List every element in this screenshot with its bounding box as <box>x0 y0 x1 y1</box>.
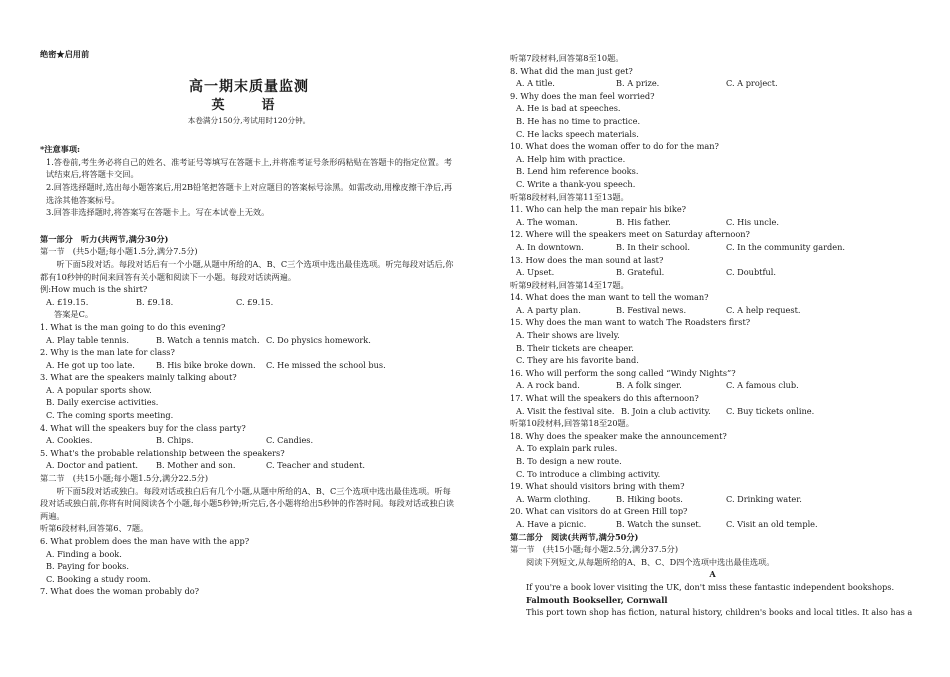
option: A. To explain park rules. <box>516 443 618 454</box>
option: B. He has no time to practice. <box>516 115 641 126</box>
option: C. They are his favorite band. <box>516 355 639 366</box>
material-7-heading: 听第7段材料,回答第8至10题。 <box>510 53 624 63</box>
right-column <box>510 0 915 619</box>
note-1: 1.答卷前,考生务必将自己的姓名、准考证号等填写在答题卡上,并将准考证号条形码粘贴在答题卡的指定位置。考试结束后,将答题卡交回。 <box>46 156 453 180</box>
option: B. Hiking boots. <box>616 493 683 504</box>
option: C. Doubtful. <box>726 267 777 278</box>
question-6: 6. What problem does the man have with the app? <box>40 536 250 546</box>
option: B. £9.18. <box>136 296 174 307</box>
option: C. Teacher and student. <box>266 460 365 471</box>
option: B. Lend him reference books. <box>516 166 639 177</box>
option: A. Their shows are lively. <box>516 330 620 341</box>
notes-title: *注意事项: <box>40 144 81 155</box>
note-3: 3.回答非选择题时,将答案写在答题卡上。写在本试卷上无效。 <box>46 207 270 218</box>
part1-heading: 第一部分 听力(共两节,满分30分) <box>40 233 169 244</box>
option: A. A title. <box>516 78 555 89</box>
option: A. Doctor and patient. <box>46 460 138 471</box>
option: A. £19.15. <box>46 296 89 307</box>
option: B. A prize. <box>616 78 660 89</box>
option: C. Candies. <box>266 435 314 446</box>
question-9: 9. Why does the man feel worried? <box>510 90 655 101</box>
option: B. Watch a tennis match. <box>156 334 260 345</box>
question-20-options <box>510 518 915 531</box>
option: C. To introduce a climbing activity. <box>516 468 661 479</box>
question-18: 18. Why does the speaker make the announcement? <box>510 430 727 441</box>
question-2: 2. Why is the man late for class? <box>40 347 175 358</box>
option: A. A popular sports show. <box>46 384 152 395</box>
option: B. Daily exercise activities. <box>46 397 159 408</box>
section1-heading: 第一节 (共5小题;每小题1.5分,满分7.5分) <box>40 246 198 257</box>
left-column <box>40 0 458 598</box>
question-11: 11. Who can help the man repair his bike? <box>510 204 687 215</box>
option: B. Paying for books. <box>46 561 129 572</box>
question-3: 3. What are the speakers mainly talking about? <box>40 372 237 383</box>
option: C. Do physics homework. <box>266 334 371 345</box>
reading-instructions: 阅读下列短文,从每题所给的A、B、C、D四个选项中选出最佳选项。 <box>526 556 775 567</box>
option: B. To design a new route. <box>516 456 622 466</box>
question-15: 15. Why does the man want to watch The Roadsters first? <box>510 317 751 328</box>
option: B. In their school. <box>616 241 691 252</box>
question-19-options <box>510 493 915 506</box>
passage-letter: A <box>709 569 716 580</box>
question-17: 17. What will the speakers do this afternoon? <box>510 393 699 404</box>
option: B. Grateful. <box>616 267 665 278</box>
question-4: 4. What will the speakers buy for the class party? <box>40 422 246 433</box>
option: A. Upset. <box>516 267 555 278</box>
option: B. His father. <box>616 216 671 227</box>
option: A. He is bad at speeches. <box>516 103 621 114</box>
option: B. Watch the sunset. <box>616 518 702 529</box>
material-10-heading: 听第10段材料,回答第18至20题。 <box>510 418 634 429</box>
option: A. He got up too late. <box>46 359 135 370</box>
question-13: 13. How does the man sound at last? <box>510 254 664 265</box>
question-5: 5. What's the probable relationship between the speakers? <box>40 447 285 458</box>
option: A. In downtown. <box>516 241 584 252</box>
option: A. Cookies. <box>46 435 93 446</box>
option: B. Mother and son. <box>156 460 236 471</box>
option: C. Drinking water. <box>726 493 802 504</box>
note-2: 2.回答选择题时,选出每小题答案后,用2B铅笔把答题卡上对应题目的答案标号涂黑。如需改动,用橡皮擦干净后,再选涂其他答案标号。 <box>46 181 453 205</box>
option: B. Chips. <box>156 435 194 446</box>
question-1: 1. What is the man going to do this evening? <box>40 321 226 332</box>
option: B. Their tickets are cheaper. <box>516 342 634 353</box>
option: C. The coming sports meeting. <box>46 410 174 421</box>
question-1-options <box>40 334 458 347</box>
section2-heading: 第二节 (共15小题;每小题1.5分,满分22.5分) <box>40 473 209 484</box>
score-note: 本卷满分150分,考试用时120分钟。 <box>187 115 311 125</box>
question-12-options <box>510 241 915 254</box>
material-8-heading: 听第8段材料,回答第11至13题。 <box>510 191 629 202</box>
option: C. A project. <box>726 78 778 89</box>
option: B. Join a club activity. <box>621 405 711 416</box>
example-answer: 答案是C。 <box>54 309 94 320</box>
reading-section1-heading: 第一节 (共15小题;每小题2.5分,满分37.5分) <box>510 544 679 555</box>
option: A. A rock band. <box>516 380 580 391</box>
exam-title: 高一期末质量监测 <box>189 78 309 95</box>
question-8: 8. What did the man just get? <box>510 65 633 76</box>
option: A. Have a picnic. <box>516 518 587 529</box>
option: A. Play table tennis. <box>46 334 129 345</box>
option: C. Write a thank-you speech. <box>516 178 636 189</box>
question-12: 12. Where will the speakers meet on Saturday afternoon? <box>510 229 750 240</box>
shop-description: This port town shop has fiction, natural history, children's books and local titles. It also has a <box>526 607 913 618</box>
option: C. In the community garden. <box>726 241 846 252</box>
question-14: 14. What does the man want to tell the woman? <box>510 292 709 303</box>
option: A. Help him with practice. <box>516 153 626 164</box>
part2-heading: 第二部分 阅读(共两节,满分50分) <box>510 531 639 542</box>
option: C. He lacks speech materials. <box>516 128 639 139</box>
section1-instructions: 听下面5段对话。每段对话后有一个小题,从题中所给的A、B、C三个选项中选出最佳选项。听完每段对话后,你都有10秒钟的时间来回答有关小题和阅读下一小题。每段对话读两遍。 <box>40 258 454 282</box>
option: A. Warm clothing. <box>516 493 591 504</box>
shop-heading: Falmouth Bookseller, Cornwall <box>526 594 668 605</box>
question-16-options <box>510 379 915 392</box>
material-6-heading: 听第6段材料,回答第6、7题。 <box>40 523 149 534</box>
option: B. His bike broke down. <box>156 359 256 370</box>
example-question: 例:How much is the shirt? <box>40 284 148 295</box>
option: C. £9.15. <box>236 296 274 307</box>
option: B. A folk singer. <box>616 380 682 391</box>
question-19: 19. What should visitors bring with them? <box>510 481 685 492</box>
question-20: 20. What can visitors do at Green Hill top? <box>510 506 688 517</box>
option: C. Booking a study room. <box>46 573 151 584</box>
option: B. Festival news. <box>616 304 687 315</box>
example-options <box>40 296 458 309</box>
option: C. Buy tickets online. <box>726 405 815 416</box>
passage-intro: If you're a book lover visiting the UK, don't miss these fantastic independent bookshops. <box>526 581 895 592</box>
question-16: 16. Who will perform the song called “Windy Nights”? <box>510 367 736 378</box>
question-17-options <box>510 405 915 418</box>
question-10: 10. What does the woman offer to do for the man? <box>510 141 719 152</box>
option: A. Visit the festival site. <box>516 405 615 416</box>
option: A. The woman. <box>516 216 578 227</box>
material-9-heading: 听第9段材料,回答第14至17题。 <box>510 279 629 290</box>
subject-title: 英 语 <box>211 97 287 113</box>
option: A. Finding a book. <box>46 548 122 559</box>
question-4-options <box>40 434 458 447</box>
question-13-options <box>510 266 915 279</box>
option: C. Visit an old temple. <box>726 518 818 529</box>
option: C. A help request. <box>726 304 801 315</box>
secret-label: 绝密★启用前 <box>40 49 90 59</box>
question-14-options <box>510 304 915 317</box>
section2-instructions: 听下面5段对话或独白。每段对话或独白后有几个小题,从题中所给的A、B、C三个选项中选出最佳选项。听每段对话或独白前,你将有时间阅读各个小题,每小题5秒钟;听完后,各小题将给出5秒钟的作答时间。每段对话或独白读两遍。 <box>40 485 454 521</box>
option: A. A party plan. <box>516 304 581 315</box>
option: C. His uncle. <box>726 216 779 227</box>
question-7: 7. What does the woman probably do? <box>40 586 200 597</box>
question-5-options <box>40 459 458 472</box>
option: C. He missed the school bus. <box>266 359 386 370</box>
question-2-options <box>40 359 458 372</box>
question-11-options <box>510 216 915 229</box>
option: C. A famous club. <box>726 380 799 391</box>
question-8-options <box>510 77 915 90</box>
